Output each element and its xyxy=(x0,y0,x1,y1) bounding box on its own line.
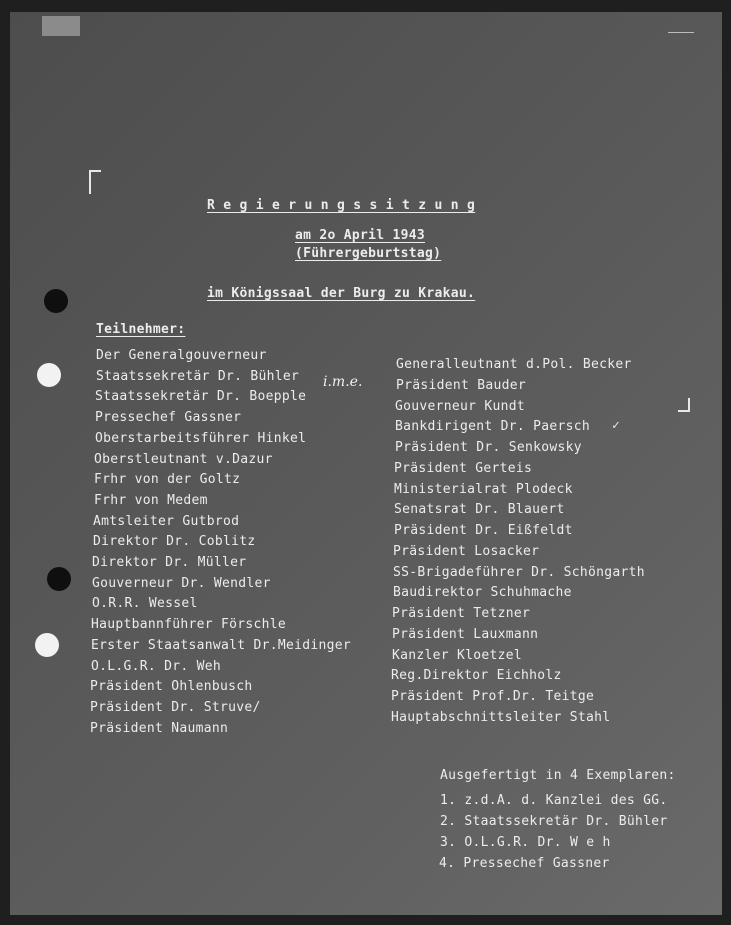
participant-left: Präsident Naumann xyxy=(90,721,229,736)
participant-right: Präsident Prof.Dr. Teitge xyxy=(391,689,595,704)
participant-left: Oberstleutnant v.Dazur xyxy=(94,452,273,467)
participant-right: Präsident Losacker xyxy=(393,544,540,559)
document-location: im Königssaal der Burg zu Krakau. xyxy=(207,286,476,301)
participant-left: Frhr von der Goltz xyxy=(94,472,241,487)
distribution-item: 3. O.L.G.R. Dr. W e h xyxy=(440,835,611,850)
participant-left: Pressechef Gassner xyxy=(95,410,242,425)
document-occasion: (Führergeburtstag) xyxy=(295,246,442,261)
participant-left: Hauptbannführer Förschle xyxy=(91,617,287,632)
participant-left: Erster Staatsanwalt Dr.Meidinger xyxy=(91,638,352,653)
participant-right: Präsident Dr. Eißfeldt xyxy=(394,523,573,538)
participant-right: Präsident Dr. Senkowsky xyxy=(395,440,582,455)
participant-right: Bankdirigent Dr. Paersch xyxy=(395,419,591,434)
participant-right: Hauptabschnittsleiter Stahl xyxy=(391,710,611,725)
participant-left: Der Generalgouverneur xyxy=(96,348,267,363)
punch-hole xyxy=(44,289,68,313)
distribution-item: 4. Pressechef Gassner xyxy=(439,856,610,871)
handwritten-note: i.m.e. xyxy=(323,374,363,390)
participant-left: Oberstarbeitsführer Hinkel xyxy=(95,431,307,446)
corner-bracket-top-left xyxy=(89,170,101,194)
punch-hole xyxy=(35,633,59,657)
participant-left: Präsident Ohlenbusch xyxy=(90,679,253,694)
document-title: R e g i e r u n g s s i t z u n g xyxy=(207,198,476,213)
distribution-item: 2. Staatssekretär Dr. Bühler xyxy=(440,814,668,829)
distribution-label: Ausgefertigt in 4 Exemplaren: xyxy=(440,768,676,783)
participant-right: Präsident Gerteis xyxy=(394,461,533,476)
participant-right: Gouverneur Kundt xyxy=(395,399,526,414)
participant-right: Senatsrat Dr. Blauert xyxy=(394,502,565,517)
participant-left: Präsident Dr. Struve/ xyxy=(90,700,261,715)
participant-right: Kanzler Kloetzel xyxy=(392,648,523,663)
distribution-item: 1. z.d.A. d. Kanzlei des GG. xyxy=(440,793,668,808)
participant-left: O.L.G.R. Dr. Weh xyxy=(91,659,222,674)
participant-right: Baudirektor Schuhmache xyxy=(393,585,572,600)
document-date: am 2o April 1943 xyxy=(295,228,426,243)
participant-left: Staatssekretär Dr. Boepple xyxy=(95,389,307,404)
participant-left: Frhr von Medem xyxy=(94,493,208,508)
participant-right: SS-Brigadeführer Dr. Schöngarth xyxy=(393,565,645,580)
participant-right: Ministerialrat Plodeck xyxy=(394,482,573,497)
punch-hole xyxy=(37,363,61,387)
paper-tab xyxy=(42,16,80,36)
participant-left: Amtsleiter Gutbrod xyxy=(93,514,240,529)
participant-right: Reg.Direktor Eichholz xyxy=(391,668,562,683)
check-mark: ✓ xyxy=(612,418,620,433)
participant-left: Direktor Dr. Coblitz xyxy=(93,534,256,549)
corner-mark xyxy=(668,32,694,39)
participant-right: Präsident Bauder xyxy=(396,378,527,393)
participant-left: O.R.R. Wessel xyxy=(92,596,198,611)
corner-bracket-right xyxy=(678,398,690,412)
participant-left: Gouverneur Dr. Wendler xyxy=(92,576,271,591)
participants-label: Teilnehmer: xyxy=(96,322,186,337)
participant-right: Generalleutnant d.Pol. Becker xyxy=(396,357,632,372)
participant-left: Staatssekretär Dr. Bühler xyxy=(96,369,300,384)
punch-hole xyxy=(47,567,71,591)
participant-right: Präsident Lauxmann xyxy=(392,627,539,642)
participant-right: Präsident Tetzner xyxy=(392,606,531,621)
participant-left: Direktor Dr. Müller xyxy=(92,555,247,570)
